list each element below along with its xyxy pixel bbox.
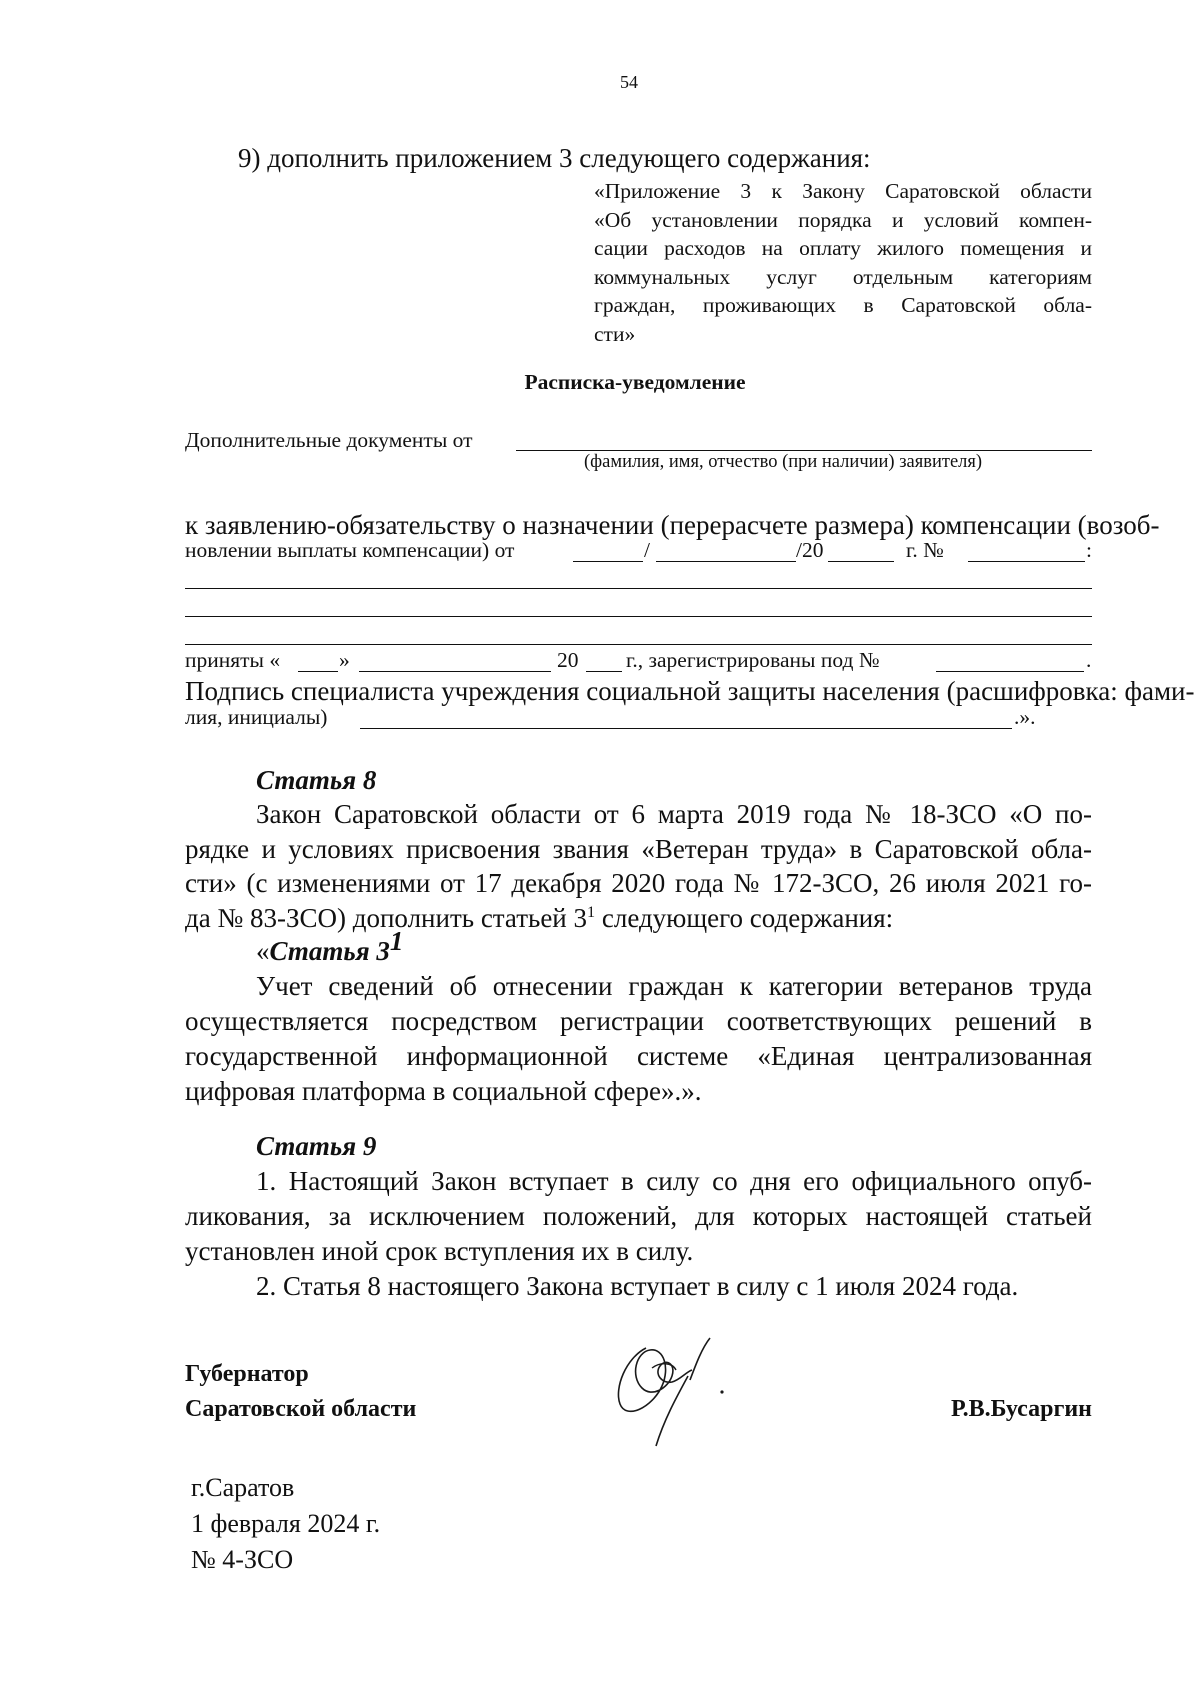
appendix-note-line: сти» bbox=[594, 321, 636, 346]
appendix-note-line: сации расходов на оплату жилого помещения и bbox=[594, 236, 1092, 260]
article-8-line bbox=[185, 903, 893, 934]
amendment-intro: 9) дополнить приложением 3 следующего содержания: bbox=[238, 143, 871, 173]
month-blank bbox=[656, 561, 796, 562]
specialist-signature-end: .». bbox=[1014, 705, 1036, 729]
accepted-year-blank bbox=[586, 671, 622, 672]
quote-open: « bbox=[256, 936, 270, 966]
accepted-line-end: . bbox=[1086, 648, 1092, 672]
article-8-line-text: да № 83-ЗСО) дополнить статьей 3 bbox=[185, 903, 588, 933]
appendix-note-line: «Приложение 3 к Закону Саратовской области bbox=[594, 179, 1092, 203]
signature-mark bbox=[606, 1328, 746, 1458]
article-8-line: сти» (с изменениями от 17 декабря 2020 года № 172-ЗСО, 26 июля 2021 го- bbox=[185, 868, 1092, 898]
article-9-line: установлен иной срок вступления их в силу. bbox=[185, 1236, 694, 1266]
applicant-caption: (фамилия, имя, отчество (при наличии) заявителя) bbox=[584, 452, 983, 472]
article-3-1-heading bbox=[256, 926, 404, 967]
article-number-superscript: 1 bbox=[389, 926, 404, 956]
number-blank bbox=[968, 561, 1085, 562]
line-end-colon: : bbox=[1086, 538, 1092, 562]
page-number: 54 bbox=[620, 72, 638, 92]
article-9-line: 2. Статья 8 настоящего Закона вступает в силу с 1 июля 2024 года. bbox=[256, 1271, 1019, 1301]
governor-region: Саратовской области bbox=[185, 1396, 417, 1422]
article-8-line: рядке и условиях присвоения звания «Ветеран труда» в Саратовской обла- bbox=[185, 834, 1092, 864]
article-9-heading: Статья 9 bbox=[256, 1131, 377, 1161]
article-8-heading: Статья 8 bbox=[256, 765, 377, 795]
appendix-note-line: граждан, проживающих в Саратовской обла- bbox=[594, 293, 1092, 317]
form-title: Расписка-уведомление bbox=[524, 370, 746, 394]
blank-line bbox=[185, 588, 1092, 589]
year-prefix: /20 bbox=[796, 538, 824, 562]
form-statement-line: новлении выплаты компенсации) от bbox=[185, 538, 515, 562]
governor-name: Р.В.Бусаргин bbox=[950, 1396, 1092, 1422]
article-8-line-text: следующего содержания: bbox=[595, 903, 894, 933]
blank-line bbox=[185, 616, 1092, 617]
specialist-signature-blank bbox=[360, 728, 1012, 729]
docs-from-label: Дополнительные документы от bbox=[185, 428, 473, 452]
appendix-note bbox=[594, 177, 1092, 348]
appendix-note-line: коммунальных услуг отдельным категориям bbox=[594, 264, 1092, 289]
accepted-label: приняты « bbox=[185, 648, 281, 672]
specialist-signature-line: лия, инициалы) bbox=[185, 705, 328, 729]
date-of-signing: 1 февраля 2024 г. bbox=[191, 1509, 381, 1538]
specialist-signature-line: Подпись специалиста учреждения социальной защиты населения (расшифровка: фами- bbox=[185, 676, 1195, 706]
article-3-1-line: цифровая платформа в социальной сфере».». bbox=[185, 1076, 702, 1106]
year-blank bbox=[828, 561, 894, 562]
article-9-line: ликования, за исключением положений, для которых настоящей статьей bbox=[185, 1201, 1092, 1231]
article-3-1-title: Статья 3 bbox=[269, 936, 390, 966]
applicant-name-blank bbox=[516, 450, 1092, 451]
appendix-note-line: «Об установлении порядка и условий компен- bbox=[594, 207, 1092, 232]
place-of-signing: г.Саратов bbox=[191, 1473, 295, 1502]
registered-label: г., зарегистрированы под № bbox=[626, 648, 880, 672]
article-3-1-line: осуществляется посредством регистрации соответствующих решений в bbox=[185, 1006, 1092, 1036]
article-8-line: Закон Саратовской области от 6 марта 2019 года № 18-ЗСО «О по- bbox=[256, 799, 1092, 829]
date-separator: / bbox=[644, 538, 650, 562]
blank-line bbox=[185, 644, 1092, 645]
accepted-year-prefix: 20 bbox=[557, 648, 579, 672]
law-number: № 4-ЗСО bbox=[191, 1545, 294, 1574]
number-label: г. № bbox=[906, 538, 944, 562]
registered-number-blank bbox=[936, 671, 1084, 672]
governor-title: Губернатор bbox=[185, 1361, 309, 1387]
accepted-month-blank bbox=[359, 671, 551, 672]
article-3-1-line: Учет сведений об отнесении граждан к категории ветеранов труда bbox=[256, 971, 1092, 1001]
accepted-day-blank bbox=[298, 671, 338, 672]
accepted-quote-close: » bbox=[339, 648, 350, 672]
article-number-superscript: 1 bbox=[587, 903, 596, 921]
article-9-line: 1. Настоящий Закон вступает в силу со дня его официального опуб- bbox=[256, 1166, 1092, 1196]
article-3-1-line: государственной информационной системе «Единая централизованная bbox=[185, 1041, 1092, 1071]
form-statement-line: к заявлению-обязательству о назначении (перерасчете размера) компенсации (возоб- bbox=[185, 510, 1160, 540]
day-blank bbox=[573, 561, 643, 562]
